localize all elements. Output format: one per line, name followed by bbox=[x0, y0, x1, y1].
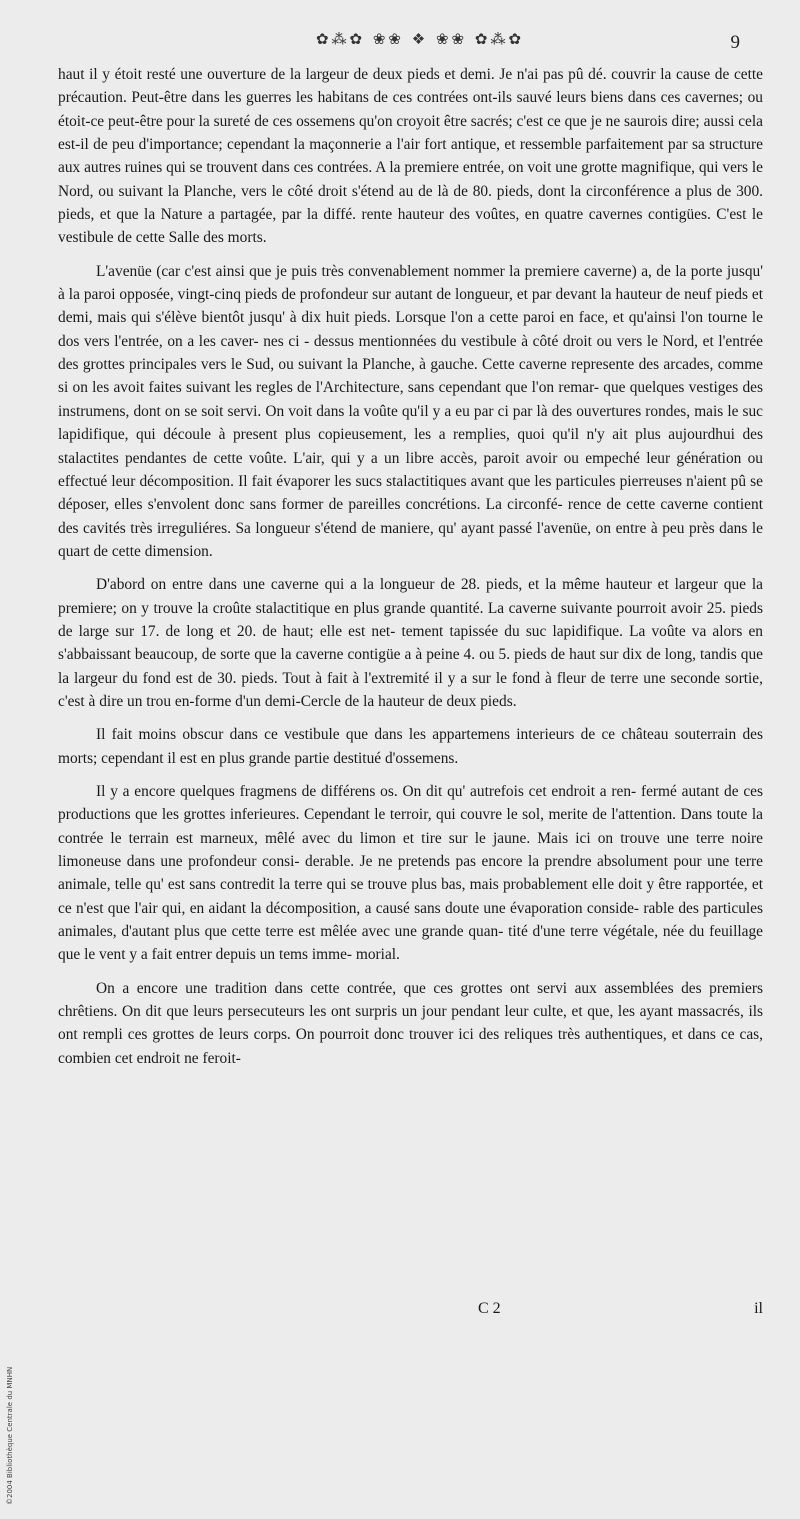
page-body bbox=[58, 63, 763, 1070]
paragraph-6: On a encore une tradition dans cette contrée, que ces grottes ont servi aux assemblées des premiers chrêtiens. On dit que leurs persecuteurs les ont surpris un jour pendant leur culte, et que, les ayant massacrés, ils ont rempli ces grottes de leurs corps. On pourroit donc trouver ici des reliques très authentiques, et dans ce cas, combien cet endroit ne feroit- bbox=[58, 979, 763, 1067]
page-header bbox=[0, 24, 800, 64]
header-ornament: ✿⁂✿ ❀❀ ❖ ❀❀ ✿⁂✿ bbox=[315, 30, 525, 48]
page-number: 9 bbox=[730, 32, 740, 53]
signature-mark: C 2 bbox=[478, 1300, 501, 1317]
paragraph-5: Il y a encore quelques fragmens de différens os. On dit qu' autrefois cet endroit a ren- fermé autant de ces productions que les grottes inferieures. Cependant le terroir, qui couvre le sol, merite de l'attention. Dans toute la contrée le terrain est marneux, mêlé avec du limon et tire sur le jaune. Mais ici on trouve une terre noire limoneuse dans une profondeur consi- derable. Je ne pretends pas encore la prendre absolument pour une terre animale, telle qu' est sans contredit la terre qui se trouve plus bas, mais probablement elle doit y être rapportée, et ce n'est que l'air qui, en aidant la décomposition, a causé sans doute une évaporation conside- rable des particules animales, d'autant plus que cette terre est mêlée avec une grande quan- tité d'une terre végétale, née du feuillage que le vent y a fait entrer depuis un tems imme- morial. bbox=[58, 782, 763, 964]
paragraph-1: haut il y étoit resté une ouverture de la largeur de deux pieds et demi. Je n'ai pas pû dé. couvrir la cause de cette précaution. Peut-être dans les guerres les habitans de ces contrées ont-ils sauvé leurs biens dans ces cavernes; ou étoit-ce peut-être pour la sureté de ces ossemens qu'on croyoit être sacrés; c'est ce que je ne saurois dire; aussi cela est-il de peu d'importance; cependant la maçonnerie a l'air fort antique, et ressemble parfaitement par sa structure aux autres ruines qui se trouvent dans ces contrées. A la premiere entrée, on voit une grotte magnifique, qui vers le Nord, ou suivant la Planche, vers le côté droit s'étend au de là de 80. pieds, dont la circonférence a plus de 300. pieds, et que la Nature a partagée, par la diffé. rente hauteur des voûtes, en quatre cavernes contigües. C'est le vestibule de cette Salle des morts. bbox=[58, 66, 763, 247]
paragraph-4: Il fait moins obscur dans ce vestibule que dans les appartemens interieurs de ce château souterrain des morts; cependant il est en plus grande partie destitué d'ossemens. bbox=[58, 726, 763, 767]
catchword: il bbox=[754, 1300, 763, 1317]
paragraph-3: D'abord on entre dans une caverne qui a la longueur de 28. pieds, et la même hauteur et largeur que la premiere; on y trouve la croûte stalactitique en plus grande quantité. La caverne suivante pourroit avoir 25. pieds de large sur 17. de long et 20. de haut; elle est net- tement tapissée du suc lapidifique. La voûte va alors en s'abbaissant beaucoup, de sorte que la caverne contigüe a à peine 4. ou 5. pieds de haut sur dix de long, tandis que la largeur du fond est de 30. pieds. Tout à fait à l'extremité il y a sur le fond à fleur de terre une seconde sortie, c'est à dire un trou en-forme d'un demi-Cercle de la hauteur de deux pieds. bbox=[58, 576, 763, 710]
paragraph-2: L'avenüe (car c'est ainsi que je puis très convenablement nommer la premiere caverne) a, de la porte jusqu' à la paroi opposée, vingt-cinq pieds de profondeur sur autant de longueur, et par devant la hauteur de neuf pieds et demi, mais qui s'élève bientôt jusqu' à dix huit pieds. Lorsque l'on a cette paroi en face, et qu'ainsi l'on tourne le dos vers l'entrée, on a les caver- nes ci - dessus mentionnées du vestibule à côté droit ou vers le Nord, et l'entrée des grottes principales vers le Sud, ou suivant la Planche, à gauche. Cette caverne represente des arcades, comme si on les avoit faites suivant les regles de l'Architecture, sans cependant que l'on remar- que quelques vestiges des instrumens, dont on se soit servi. On voit dans la voûte qu'il y a eu par ci par là des ouvertures rondes, mais le suc lapidifique, qui découle à present plus copieusement, les a remplies, quoi qu'il n'y ait plus aujourdhui des stalactites pendantes de cette voûte. L'air, qui y a un libre accès, paroit avoir ou empeché leur génération ou effectué leur décomposition. Il fait évaporer les sucs stalactitiques avant que les particules pierreuses n'aient pû se déposer, elles s'envolent donc sans former de pareilles concrétions. La circonfé- rence de cette caverne contient des cavités très irreguliéres. Sa longueur s'étend de maniere, qu' ayant passé l'avenüe, on entre à peu près dans le quart de cette dimension. bbox=[58, 262, 763, 560]
page-footer bbox=[58, 1300, 763, 1330]
library-watermark bbox=[2, 1365, 14, 1510]
watermark-text: ©2004 Bibliothèque Centrale du MNHN bbox=[6, 1366, 14, 1505]
